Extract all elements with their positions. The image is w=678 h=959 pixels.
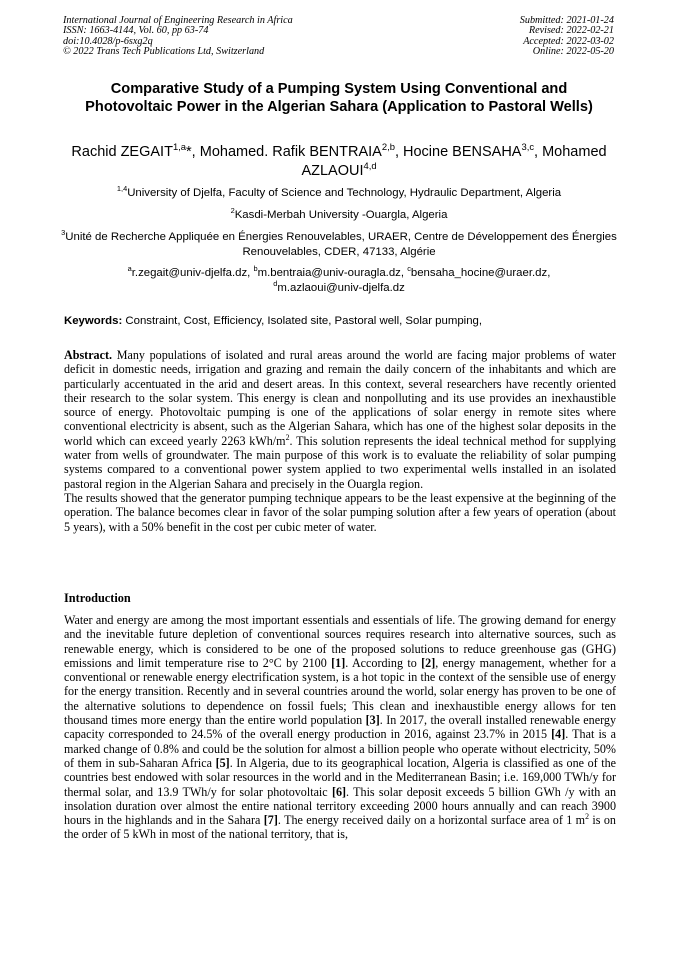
abstract-label: Abstract. (64, 348, 113, 362)
keywords-label: Keywords: (64, 315, 123, 327)
abstract-paragraph-1: Abstract. Many populations of isolated and rural areas around the world are facing major problems of water deficit in domestic needs, irrigation and grazing and remain the daily concern of the inhabitants and which are particularly accentuated in the arid and desert areas. In this context, several researchers have recently oriented their research to the solar system. This energy is clean and nonpolluting and its use provides an inexhaustible source of energy. Photovoltaic pumping is one of the applications of solar energy in remote sites where conventional electricity is absent, such as the Algerian Sahara, which has one of the highest solar deposits in the world which can exceed yearly 2263 kWh/$m^2$. This solution represents the ideal technical method for supplying water from wells of groundwater. The main purpose of this work is to evaluate the reliability of solar pumping systems compared to a conventional power system applied to two experimental wells installed in an isolated pastoral region in the Algerian Sahara and precisely in the Ouargla region. (64, 348, 616, 491)
citation-ref[interactable]: [5] (215, 755, 230, 770)
journal-header (63, 16, 293, 58)
journal-issn: ISSN: 1663-4144, Vol. 60, pp 63-74 (63, 25, 209, 37)
intro-text-segment: . This solar deposit exceeds 5 billion GWh /y with an insolation duration over almost the entire national territory exceeding 2000 hours annually and can reach 3900 hours in the highlands and in the Sahara (64, 784, 616, 828)
citation-ref[interactable]: [1] (331, 655, 346, 670)
intro-text-segment: . According to (345, 655, 422, 670)
author: Rachid ZEGAIT$^{1,a}$*, (71, 141, 200, 160)
submitted-date: Submitted: 2021-01-24 (519, 15, 614, 26)
superscript: 2 (585, 812, 590, 822)
intro-text-segment: Water and energy are among the most important essentials and essentials of life. The growing demand for energy and the inevitable future depletion of conventional sources requires research into alternative sources, such as renewable energy, which is considered to be one of the proposed solutions to reduce greenhouse gas (GHG) emissions and limit temperature rise to 2°C by 2100 (64, 613, 616, 670)
journal-doi: doi:10.4028/p-6sxg2q (63, 35, 153, 47)
introduction-body (64, 613, 616, 842)
affiliation-3: $^3$Unité de Recherche Appliquée en Énergies Renouvelables, URAER, Centre de Développement des Énergies Renouvelables, CDER, 47133, Algérie (61, 228, 617, 258)
introduction-heading: Introduction (64, 591, 131, 605)
author-emails (60, 266, 618, 295)
abstract (64, 348, 616, 534)
intro-text-segment: . The energy received daily on a horizontal surface area of 1 m (277, 813, 586, 828)
revised-date: Revised: 2022-02-21 (528, 25, 614, 37)
journal-name: International Journal of Engineering Research in Africa (63, 15, 293, 26)
introduction-paragraph (64, 613, 616, 842)
citation-ref[interactable]: [4] (551, 727, 566, 742)
intro-text-segment: . In Algeria, due to its geographical location, Algeria is classified as one of the countries best endowed with solar resources in the world and in the Mediterranean Basin; i.e. 169,000 TWh/y for thermal solar, and 13.9 TWh/y for solar photovoltaic (64, 755, 616, 799)
submission-dates (520, 16, 614, 58)
citation-ref[interactable]: [3] (365, 713, 380, 728)
email-a[interactable]: $^a$r.zegait@univ-djelfa.dz, (127, 264, 254, 279)
abstract-paragraph-2: The results showed that the generator pumping technique appears to be the least expensive at the beginning of the operation. The balance becomes clear in favor of the solar pumping solution after a few years of operation (about 5 years), with a 50% benefit in the cost per cubic meter of water. (64, 490, 616, 534)
intro-text-segment: . In 2017, the overall installed renewable energy capacity corresponded to 24.5% of the overall energy production in 2016, against 23.7% in 2015 (64, 713, 616, 742)
intro-text-segment: is on the order of 5 kWh in most of the national territory, that is, (64, 813, 616, 842)
email-b[interactable]: $^b$m.bentraia@univ-ouragla.dz, (253, 264, 408, 279)
intro-text-segment: , energy management, whether for a conventional or renewable energy electrification system, is a hot topic in the context of the sensible use of energy for the energy transition. Recently and in several countries around the world, solar energy has proven to be one of the alternative solutions to dependence on fossil fuels; This clean and inexhaustible energy allows for ten thousand times more energy than the entire world population (64, 655, 616, 728)
citation-ref[interactable]: [7] (263, 813, 278, 828)
email-d[interactable]: $^d$m.azlaoui@univ-djelfa.dz (273, 278, 405, 294)
author: Mohamed. Rafik BENTRAIA$^{2,b}$, (199, 141, 403, 160)
accepted-date: Accepted: 2022-03-02 (523, 35, 614, 47)
intro-text-segment: . That is a marked change of 0.8% and could be the solution for almost a billion people who operate without electricity, 50% of them in sub-Saharan Africa (64, 727, 617, 770)
author-list (60, 143, 618, 180)
journal-copyright: © 2022 Trans Tech Publications Ltd, Switzerland (63, 46, 265, 58)
keywords (64, 314, 616, 328)
citation-ref[interactable]: [2] (421, 655, 436, 670)
paper-title: Comparative Study of a Pumping System Using Conventional and Photovoltaic Power in the Algerian Sahara (Application to Pastoral Wells) (85, 81, 593, 115)
email-c[interactable]: $^c$bensaha_hocine@uraer.dz, (407, 264, 551, 279)
author: Mohamed AZLAOUI$^{4,d}$ (301, 144, 607, 179)
affiliation-1: $^{1,4}$University of Djelfa, Faculty of Science and Technology, Hydraulic Department, Algeria (116, 184, 562, 199)
citation-ref[interactable]: [6] (331, 784, 347, 799)
online-date: Online: 2022-05-20 (532, 46, 614, 58)
keywords-text: Constraint, Cost, Efficiency, Isolated site, Pastoral well, Solar pumping, (122, 315, 483, 327)
author: Hocine BENSAHA$^{3,c}$, (403, 141, 543, 160)
affiliation-2: $^2$Kasdi-Merbah University -Ouargla, Algeria (230, 206, 448, 221)
